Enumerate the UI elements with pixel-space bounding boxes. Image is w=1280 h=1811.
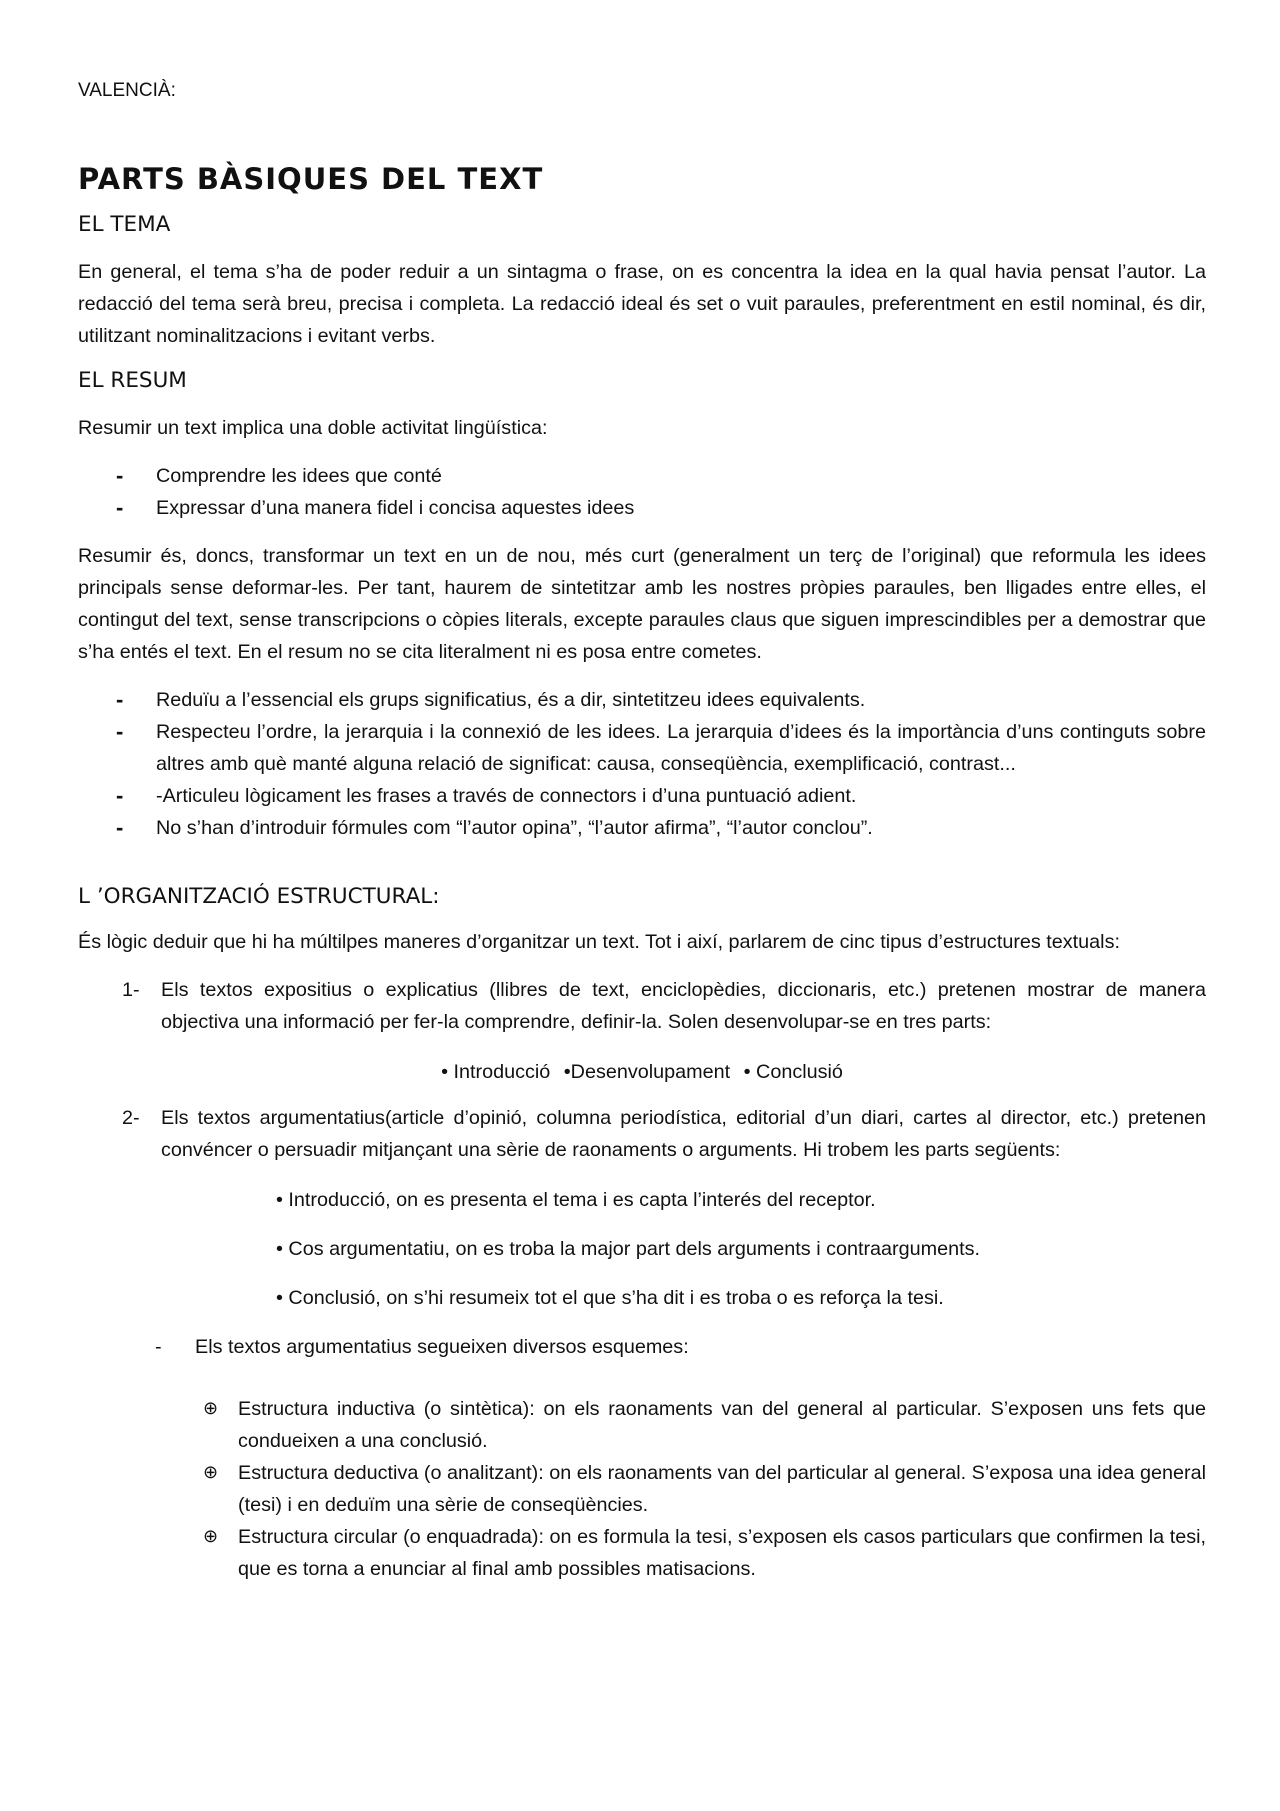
part-desenvolupament: •Desenvolupament <box>563 1061 731 1083</box>
document-page <box>78 70 1206 1585</box>
item-number: 2- <box>122 1107 140 1129</box>
list-item: • Conclusió, on s’hi resumeix tot el que s’ha dit i es troba o es reforça la tesi. <box>276 1287 944 1309</box>
rules-list <box>78 684 1206 844</box>
part-conclusio: • Conclusió <box>743 1061 843 1083</box>
list-item: • Cos argumentatiu, on es troba la major part dels arguments i contraarguments. <box>276 1238 981 1260</box>
list-item: • Introducció, on es presenta el tema i es capta l’interés del receptor. <box>276 1189 876 1211</box>
schemes-list <box>78 1393 1206 1585</box>
list-item: - -Articuleu lògicament les frases a través de connectors i d’una puntuació adient. <box>78 780 1206 812</box>
list-item-expositius: 1- Els textos expositius o explicatius (llibres de text, enciclopèdies, diccionaris, etc.) pretenen mostrar de manera objectiva una informació per fer-la comprendre, definir-la. Solen desenvolupar-se en tres parts: <box>78 974 1206 1038</box>
circled-plus-icon: ⊕ <box>203 1398 219 1419</box>
section-heading-resum: EL RESUM <box>78 368 187 393</box>
list-item: - Reduïu a l’essencial els grups significatius, és a dir, sintetitzeu idees equivalents. <box>78 684 1206 716</box>
resum-intro: Resumir un text implica una doble activitat lingüística: <box>78 417 548 439</box>
schemes-intro: - Els textos argumentatius segueixen diversos esquemes: <box>78 1331 1206 1363</box>
list-item: - Expressar d’una manera fidel i concisa aquestes idees <box>78 492 1206 524</box>
list-item: - Comprendre les idees que conté <box>78 460 1206 492</box>
circled-plus-icon: ⊕ <box>203 1462 219 1483</box>
list-item: ⊕ Estructura inductiva (o sintètica): on els raonaments van del general al particular. S’exposen uns fets que condueixen a una conclusió. <box>78 1393 1206 1457</box>
list-item: ⊕ Estructura deductiva (o analitzant): on els raonaments van del particular al general. S’exposa una idea general (tesi) i en deduïm una sèrie de conseqüències. <box>78 1457 1206 1521</box>
activities-list <box>78 460 1206 524</box>
structures-list-2 <box>78 1102 1206 1166</box>
list-item: - Respecteu l’ordre, la jerarquia i la connexió de les idees. La jerarquia d’idees és la importància d’uns continguts sobre altres amb què manté alguna relació de significat: causa, conseqüència, exemplificació, contrast... <box>78 716 1206 780</box>
expositive-parts <box>78 1056 1206 1088</box>
item-number: 1- <box>122 979 140 1001</box>
part-introduccio: • Introducció <box>441 1061 551 1083</box>
list-item-argumentatius: 2- Els textos argumentatius(article d’opinió, columna periodística, editorial d’un diari, cartes al director, etc.) pretenen convéncer o persuadir mitjançant una sèrie de raonaments o arguments. Hi trobem les parts següents: <box>78 1102 1206 1166</box>
resum-paragraph: Resumir és, doncs, transformar un text en un de nou, més curt (generalment un terç de l’original) que reformula les idees principals sense deformar-les. Per tant, haurem de sintetitzar amb les nostres pròpies paraules, ben lligades entre elles, el contingut del text, sense transcripcions o còpies literals, excepte paraules claus que siguen imprescindibles per a demostrar que s’ha entés el text. En el resum no se cita literalment ni es posa entre cometes. <box>78 545 1206 663</box>
organitzacio-intro: És lògic deduir que hi ha múltilpes maneres d’organitzar un text. Tot i així, parlarem de cinc tipus d’estructures textuals: <box>78 931 1120 953</box>
list-item: - No s’han d’introduir fórmules com “l’autor opina”, “l’autor afirma”, “l’autor conclou”. <box>78 812 1206 844</box>
structures-list <box>78 974 1206 1038</box>
section-heading-tema: EL TEMA <box>78 212 171 237</box>
tema-paragraph: En general, el tema s’ha de poder reduir a un sintagma o frase, on es concentra la idea en la qual havia pensat l’autor. La redacció del tema serà breu, precisa i completa. La redacció ideal és set o vuit paraules, preferentment en estil nominal, és dir, utilitzant nominalitzacions i evitant verbs. <box>78 261 1206 347</box>
dash-icon: - <box>116 719 124 744</box>
dash-icon: - <box>155 1336 162 1358</box>
dash-icon: - <box>116 495 124 520</box>
section-heading-organitzacio: L ’ORGANITZACIÓ ESTRUCTURAL: <box>78 884 440 909</box>
dash-icon: - <box>116 463 124 488</box>
dash-icon: - <box>116 687 124 712</box>
page-title: PARTS BÀSIQUES DEL TEXT <box>78 162 544 196</box>
argumentative-parts <box>276 1184 1206 1314</box>
list-item: ⊕ Estructura circular (o enquadrada): on es formula la tesi, s’exposen els casos particulars que confirmen la tesi, que es torna a enunciar al final amb possibles matisacions. <box>78 1521 1206 1585</box>
dash-icon: - <box>116 783 124 808</box>
language-label: VALENCIÀ: <box>78 80 176 101</box>
circled-plus-icon: ⊕ <box>203 1526 219 1547</box>
dash-icon: - <box>116 815 124 840</box>
